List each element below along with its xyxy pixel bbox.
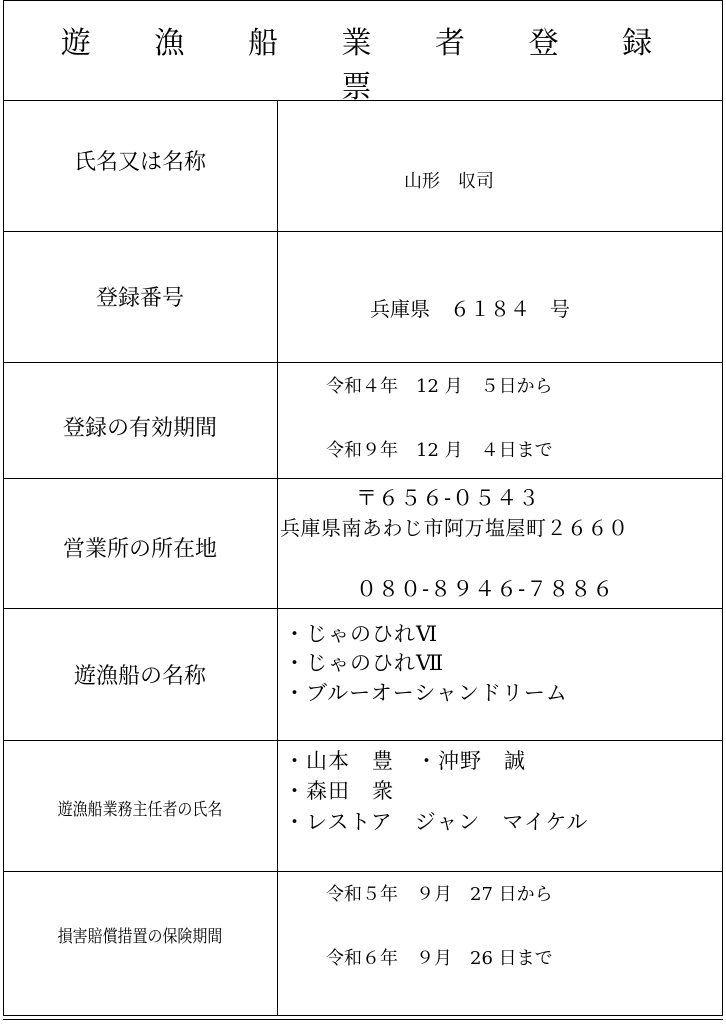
title-row bbox=[3, 0, 723, 105]
manager-names-line: ・森田 衆 bbox=[284, 779, 394, 803]
boat-names-label: 遊漁船の名称 bbox=[73, 663, 206, 689]
office-postal-code: 〒６５６-０５４３ bbox=[356, 486, 541, 510]
name-value: 山形 収司 bbox=[404, 171, 494, 192]
name-label: 氏名又は名称 bbox=[73, 150, 206, 175]
validity-label: 登録の有効期間 bbox=[62, 415, 217, 441]
bottom-rule bbox=[3, 1019, 723, 1020]
page-title: 遊 漁 船 業 者 登 録 票 bbox=[60, 26, 680, 105]
registration-number-value: 兵庫県 ６１８４ 号 bbox=[370, 297, 570, 321]
validity-from: 令和４年 12 月 ５日から bbox=[326, 376, 553, 397]
registration-number-label: 登録番号 bbox=[95, 286, 184, 311]
column-divider bbox=[277, 100, 278, 1016]
insurance-to: 令和６年 ９月 26 日まで bbox=[326, 948, 553, 969]
manager-names-line: ・レストア ジャン マイケル bbox=[284, 810, 589, 834]
manager-names-label: 遊漁船業務主任者の氏名 bbox=[57, 800, 223, 820]
boat-name-item: ・じゃのひれⅥ bbox=[284, 622, 439, 646]
manager-names-line: ・山本 豊 ・沖野 誠 bbox=[284, 749, 526, 773]
boat-name-item: ・ブルーオーシャンドリーム bbox=[284, 681, 568, 705]
boat-name-item: ・じゃのひれⅦ bbox=[284, 651, 445, 675]
insurance-from: 令和５年 ９月 27 日から bbox=[326, 884, 553, 905]
validity-to: 令和９年 12 月 ４日まで bbox=[326, 440, 553, 461]
insurance-period-label: 損害賠償措置の保険期間 bbox=[57, 927, 223, 947]
office-label: 営業所の所在地 bbox=[62, 536, 217, 562]
office-phone: ０８０-８９４６-７８８６ bbox=[356, 577, 615, 601]
office-address: 兵庫県南あわじ市阿万塩屋町２６６０ bbox=[280, 516, 629, 540]
